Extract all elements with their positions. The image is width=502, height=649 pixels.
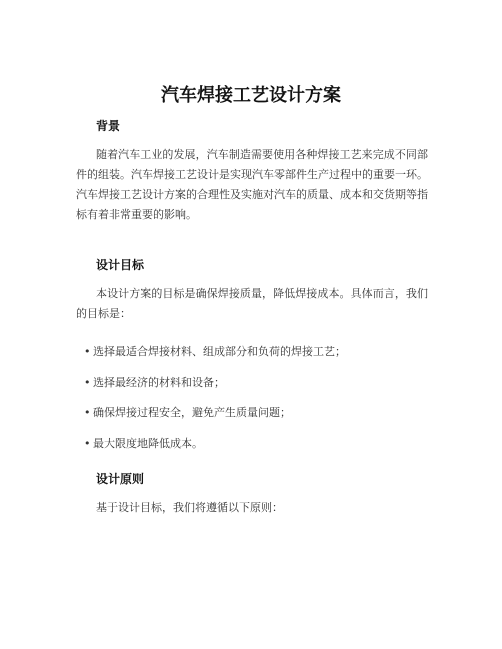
list-item-text: 确保焊接过程安全，避免产生质量问题； (93, 406, 291, 419)
section-paragraph-background: 随着汽车工业的发展，汽车制造需要使用各种焊接工艺来完成不同部件的组装。汽车焊接工艺设计是实现汽车零部件生产过程中的重要一环。汽车焊接工艺设计方案的合理性及实施对汽车的质量、成本和交货期等指标有着非常重要的影响。 (76, 148, 428, 221)
section-heading-design-goals: 设计目标 (96, 258, 145, 272)
bullet-icon: • (84, 376, 91, 389)
list-item-text: 最大限度地降低成本。 (93, 437, 203, 450)
bullet-icon: • (84, 345, 91, 358)
section-heading-background: 背景 (96, 119, 121, 133)
list-item-text: 选择最经济的材料和设备； (93, 376, 225, 389)
list-item (84, 375, 428, 391)
list-item-text: 选择最适合焊接材料、组成部分和负荷的焊接工艺； (93, 345, 346, 358)
list-item (84, 405, 428, 421)
document-title: 汽车焊接工艺设计方案 (161, 85, 341, 106)
section-paragraph-design-principles: 基于设计目标，我们将遵循以下原则： (96, 501, 283, 514)
bullet-icon: • (84, 437, 91, 450)
section-heading-design-principles: 设计原则 (96, 472, 145, 486)
bullet-icon: • (84, 406, 91, 419)
list-item (84, 436, 428, 452)
section-paragraph-design-goals: 本设计方案的目标是确保焊接质量，降低焊接成本。具体而言，我们的目标是： (76, 287, 428, 320)
list-item (84, 344, 428, 360)
